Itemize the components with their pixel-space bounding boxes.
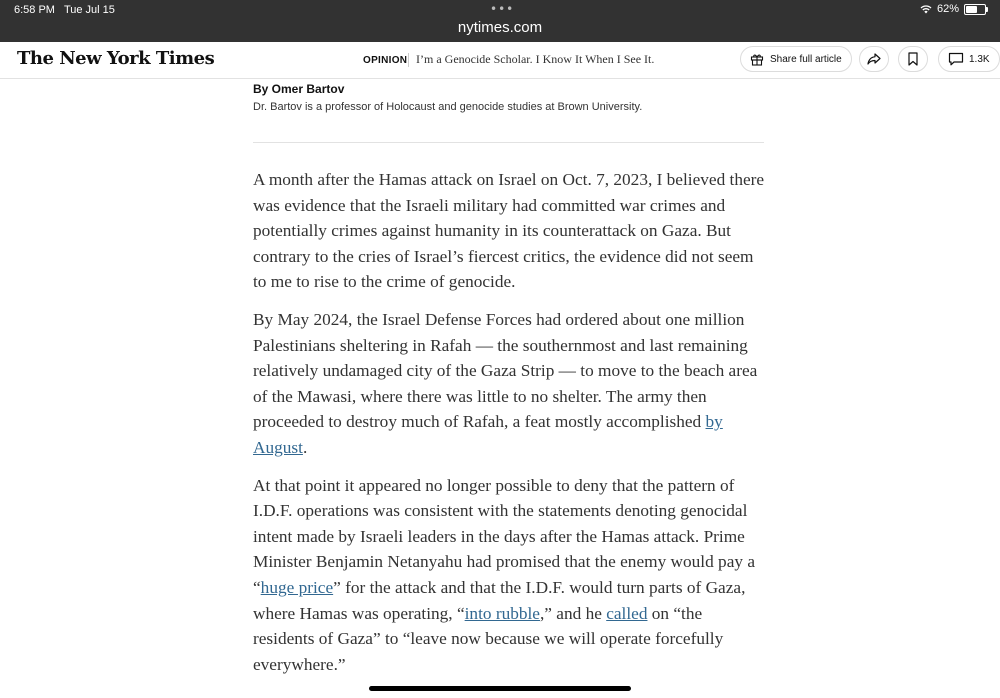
link-huge-price[interactable]: huge price	[260, 577, 334, 597]
paragraph-2-text: By May 2024, the Israel Defense Forces had ordered about one million Palestinians sheltering in Rafah — the southernmost and last remaining relatively undamaged city of the Gaza Strip — to move to the beach area of the Mawasi, where there was little to no shelter. The army then proceeded to destroy much of Rafah, a feat mostly accomplished	[253, 309, 758, 432]
wifi-icon	[920, 4, 932, 14]
gift-icon	[750, 52, 764, 66]
link-by-august[interactable]: by August	[253, 412, 723, 457]
article-byline[interactable]: By Omer Bartov	[253, 82, 345, 96]
section-label[interactable]: OPINION	[363, 55, 408, 66]
battery-percent: 62%	[936, 3, 959, 15]
header-divider	[408, 53, 409, 67]
home-indicator[interactable]	[369, 686, 631, 691]
clock-date: Tue Jul 15	[63, 4, 115, 16]
paragraph-3	[253, 473, 767, 678]
article-body	[253, 167, 767, 689]
paragraph-3-text-d: on “the residents of Gaza” to “leave now because we will operate forcefully everywhere.”	[253, 603, 724, 674]
address-bar[interactable]: nytimes.com	[457, 19, 543, 36]
paragraph-2-end: .	[302, 437, 308, 457]
nyt-logo[interactable]: The New York Times	[17, 48, 215, 69]
save-bookmark-button[interactable]	[898, 46, 928, 72]
share-button[interactable]	[859, 46, 889, 72]
comment-icon	[948, 52, 964, 66]
site-header	[0, 42, 1000, 79]
clock-time: 6:58 PM	[14, 4, 55, 16]
paragraph-2	[253, 307, 767, 461]
comments-button[interactable]	[938, 46, 1000, 72]
link-called[interactable]: called	[606, 603, 648, 623]
link-into-rubble[interactable]: into rubble	[464, 603, 540, 623]
status-time	[14, 4, 115, 16]
share-full-article-button[interactable]	[740, 46, 852, 72]
status-right	[920, 3, 986, 15]
battery-icon	[964, 4, 986, 15]
paragraph-1: A month after the Hamas attack on Israel on Oct. 7, 2023, I believed there was evidence that the Israeli military had committed war crimes and potentially crimes against humanity in its counterattack on Gaza. But contrary to the cries of Israel’s fiercest critics, the evidence did not seem to me to rise to the crime of genocide.	[253, 170, 765, 292]
header-headline: I’m a Genocide Scholar. I Know It When I See It.	[416, 52, 655, 66]
comments-count: 1.3K	[969, 53, 990, 65]
paragraph-3-text-a: At that point it appeared no longer possible to deny that the pattern of I.D.F. operations was consistent with the statements denoting genocidal intent made by Israeli leaders in the days after the Hamas attack. Prime Minister Benjamin Netanyahu had promised that the enemy would pay a “	[253, 475, 755, 597]
paragraph-3-text-c: ,” and he	[539, 603, 607, 623]
paragraph-3-text-b: ” for the attack and that the I.D.F. would turn parts of Gaza, where Hamas was operating, “	[253, 577, 746, 623]
bookmark-icon	[907, 52, 919, 66]
author-bio: Dr. Bartov is a professor of Holocaust and genocide studies at Brown University.	[253, 101, 643, 113]
browser-status-bar	[0, 0, 1000, 42]
share-arrow-icon	[866, 52, 882, 66]
byline-divider	[253, 142, 764, 143]
multitasking-dots-icon[interactable]: •••	[490, 2, 515, 16]
share-label: Share full article	[770, 53, 842, 65]
